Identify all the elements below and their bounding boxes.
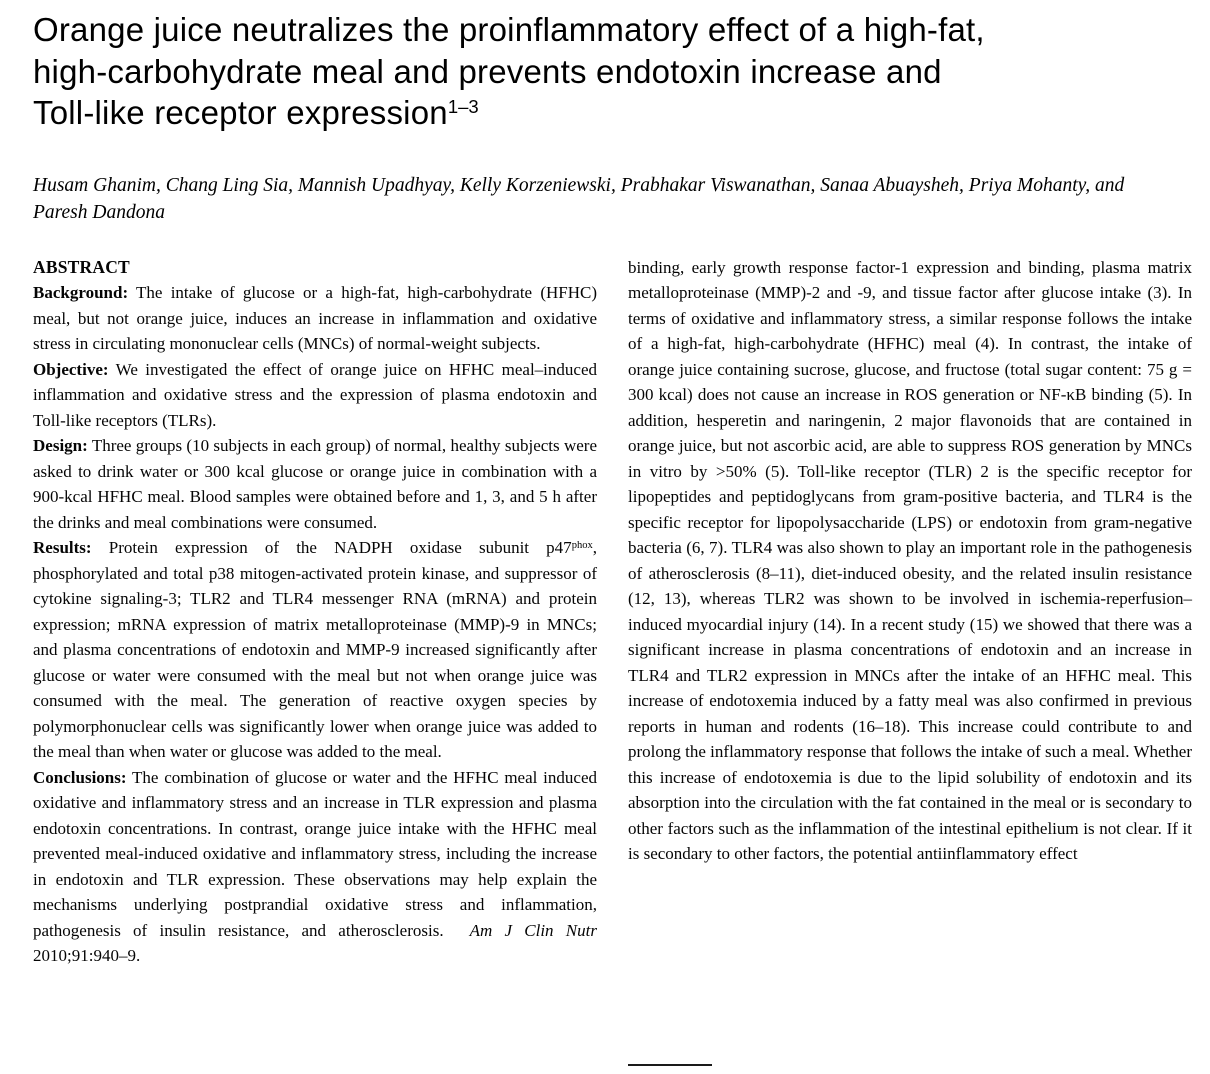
conclusions-text: The combination of glucose or water and the HFHC meal induced oxidative and inflammatory stress and an increase in TLR expression and plasma endotoxin concentrations. In contrast, orange juice intake with the HFHC meal prevented meal-induced oxidative and inflammatory stress, including the increase in endotoxin and TLR expression. These observations may help explain the mechanisms underlying postprandial oxidative stress and inflammation, pathogenesis of insulin resistance, and atherosclerosis. (33, 767, 597, 940)
conclusions-label: Conclusions: (33, 767, 127, 787)
objective-label: Objective: (33, 359, 109, 379)
title-line-3 (33, 92, 1192, 139)
title-line-2: high-carbohydrate meal and prevents endotoxin increase and (33, 52, 942, 90)
phox-superscript: phox (571, 539, 593, 551)
design-text: Three groups (10 subjects in each group) of normal, healthy subjects were asked to drink water or 300 kcal glucose or orange juice in combination with a 900-kcal HFHC meal. Blood samples were obtained before and 1, 3, and 5 h after the drinks and meal combinations were consumed. (33, 436, 597, 532)
abstract-section-conclusions (33, 765, 597, 969)
abstract-column (33, 255, 597, 969)
title-line-3-text: Toll-like receptor expression (33, 94, 448, 131)
title-line-1: Orange juice neutralizes the proinflammatory effect of a high-fat, (33, 11, 985, 48)
two-column-body (33, 255, 1192, 969)
results-text-after-superscript: , phosphorylated and total p38 mitogen-activated protein kinase, and suppressor of cytokine signaling-3; TLR2 and TLR4 messenger RNA (mRNA) and protein expression; mRNA expression of matrix metalloproteinase (MMP)-9 in MNCs; and plasma concentrations of endotoxin and MMP-9 increased significantly after glucose or water were consumed with the meal but not when orange juice was consumed with the meal. The generation of reactive oxygen species by polymorphonuclear cells was significantly lower when orange juice was added to the meal than when water or glucose was added to the meal. (33, 538, 597, 761)
objective-text: We investigated the effect of orange juice on HFHC meal–induced inflammation and oxidative stress and the expression of plasma endotoxin and Toll-like receptors (TLRs). (33, 359, 597, 430)
title-footnote-superscript: 1–3 (447, 95, 479, 117)
citation-volume-pages: 2010;91:940–9. (33, 946, 141, 965)
abstract-section-objective (33, 357, 597, 434)
abstract-section-design (33, 433, 597, 535)
article-title (33, 9, 1192, 139)
article-header (33, 9, 1192, 226)
introduction-paragraph: binding, early growth response factor-1 expression and binding, plasma matrix metalloproteinase (MMP)-2 and -9, and tissue factor after glucose intake (3). In terms of oxidative and inflammatory stress, a similar response follows the intake of a high-fat, high-carbohydrate (HFHC) meal (4). In contrast, the intake of orange juice containing sucrose, glucose, and fructose (total sugar content: 75 g = 300 kcal) does not cause an increase in ROS generation or NF-κB binding (5). In addition, hesperetin and naringenin, 2 major flavonoids that are contained in orange juice, but not ascorbic acid, are able to suppress ROS generation by MNCs in vitro by >50% (5). Toll-like receptor (TLR) 2 is the specific receptor for lipopeptides and peptidoglycans from gram-positive bacteria, and TLR4 is the specific receptor for lipopolysaccharide (LPS) or endotoxin from gram-negative bacteria (6, 7). TLR4 was also shown to play an important role in the pathogenesis of atherosclerosis (8–11), diet-induced obesity, and the related insulin resistance (12, 13), whereas TLR2 was shown to be involved in ischemia-reperfusion–induced myocardial injury (14). In a recent study (15) we showed that there was a significant increase in plasma concentrations of endotoxin and an increase in TLR4 and TLR2 expression in MNCs after the intake of an HFHC meal. This increase of endotoxemia induced by a fatty meal was also confirmed in previous reports in human and rodents (16–18). This increase could contribute to and prolong the inflammatory response that follows the intake of such a meal. Whether this increase of endotoxemia is due to the lipid solubility of endotoxin and its absorption into the circulation with the fat contained in the meal or is secondary to other factors such as the inflammation of the intestinal epithelium is not clear. If it is secondary to other factors, the potential antiinflammatory effect (628, 257, 1192, 863)
results-text-before-superscript: Protein expression of the NADPH oxidase subunit p47 (108, 538, 572, 557)
results-label: Results: (33, 538, 92, 557)
design-label: Design: (33, 436, 88, 455)
footnote-divider-rule (628, 1064, 712, 1066)
abstract-section-results (33, 535, 597, 765)
background-text: The intake of glucose or a high-fat, high-carbohydrate (HFHC) meal, but not orange juice, induces an increase in inflammation and oxidative stress in circulating mononuclear cells (MNCs) of normal-weight subjects. (33, 283, 598, 353)
background-label: Background: (33, 283, 129, 302)
author-list: Husam Ghanim, Chang Ling Sia, Mannish Upadhyay, Kelly Korzeniewski, Prabhakar Viswanathan, Sanaa Abuaysheh, Priya Mohanty, and Paresh Dandona (33, 174, 1125, 223)
abstract-heading: ABSTRACT (33, 256, 130, 277)
abstract-section-background (33, 280, 597, 357)
introduction-column (628, 255, 1192, 969)
citation-journal-name: Am J Clin Nutr (469, 920, 597, 940)
